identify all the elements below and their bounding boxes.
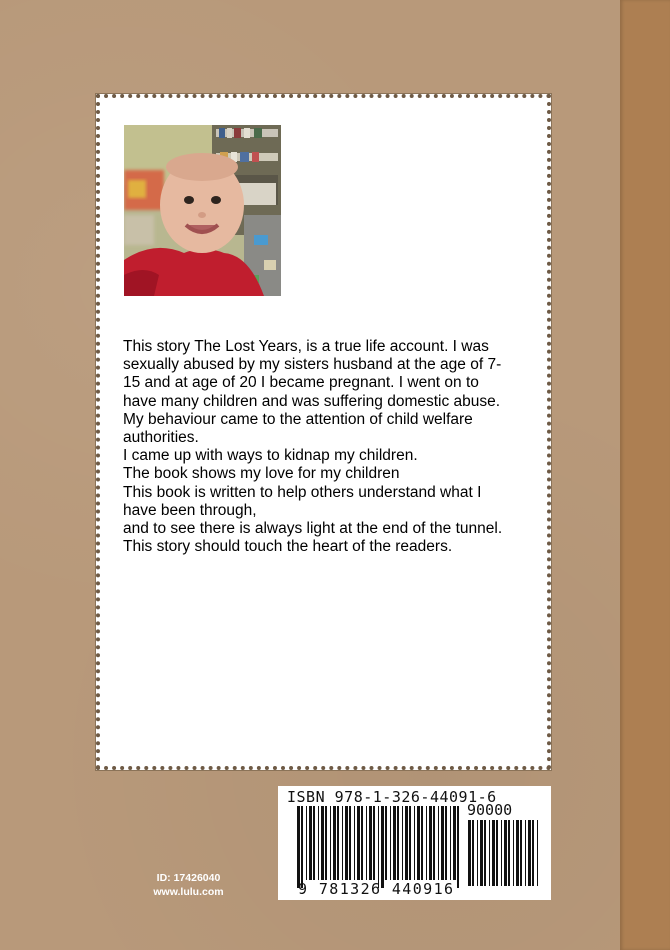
blurb-line: 15 and at age of 20 I became pregnant. I went on to — [123, 374, 479, 392]
blurb-line: sexually abused by my sisters husband at the age of 7- — [123, 356, 502, 374]
blurb-line: have many children and was suffering domestic abuse. — [123, 392, 501, 410]
lulu-id: ID: 17426040 — [156, 872, 221, 884]
back-cover-blurb — [123, 338, 523, 556]
blurb-line: This story should touch the heart of the readers. — [123, 538, 453, 556]
blurb-line: This book is written to help others understand what I — [123, 483, 482, 501]
isbn-label: ISBN 978-1-326-44091-6 — [287, 788, 497, 806]
blurb-line: The book shows my love for my children — [123, 465, 400, 483]
blurb-line: This story The Lost Years, is a true life account. I was — [123, 338, 489, 355]
blurb-line: I came up with ways to kidnap my children. — [123, 447, 418, 465]
blurb-line: My behaviour came to the attention of child welfare — [123, 410, 473, 428]
blurb-line: have been through, — [123, 501, 257, 519]
book-spine — [620, 0, 670, 950]
blurb-line: authorities. — [123, 429, 199, 447]
price-code: 90000 — [467, 801, 513, 819]
baby-photo — [124, 125, 281, 296]
ean-digits: 9 781326 440916 — [298, 880, 455, 898]
blurb-line: and to see there is always light at the end of the tunnel. — [123, 520, 503, 538]
publisher-info — [141, 871, 236, 899]
lulu-url: www.lulu.com — [153, 886, 224, 898]
baby-photo-illustration — [124, 125, 281, 296]
